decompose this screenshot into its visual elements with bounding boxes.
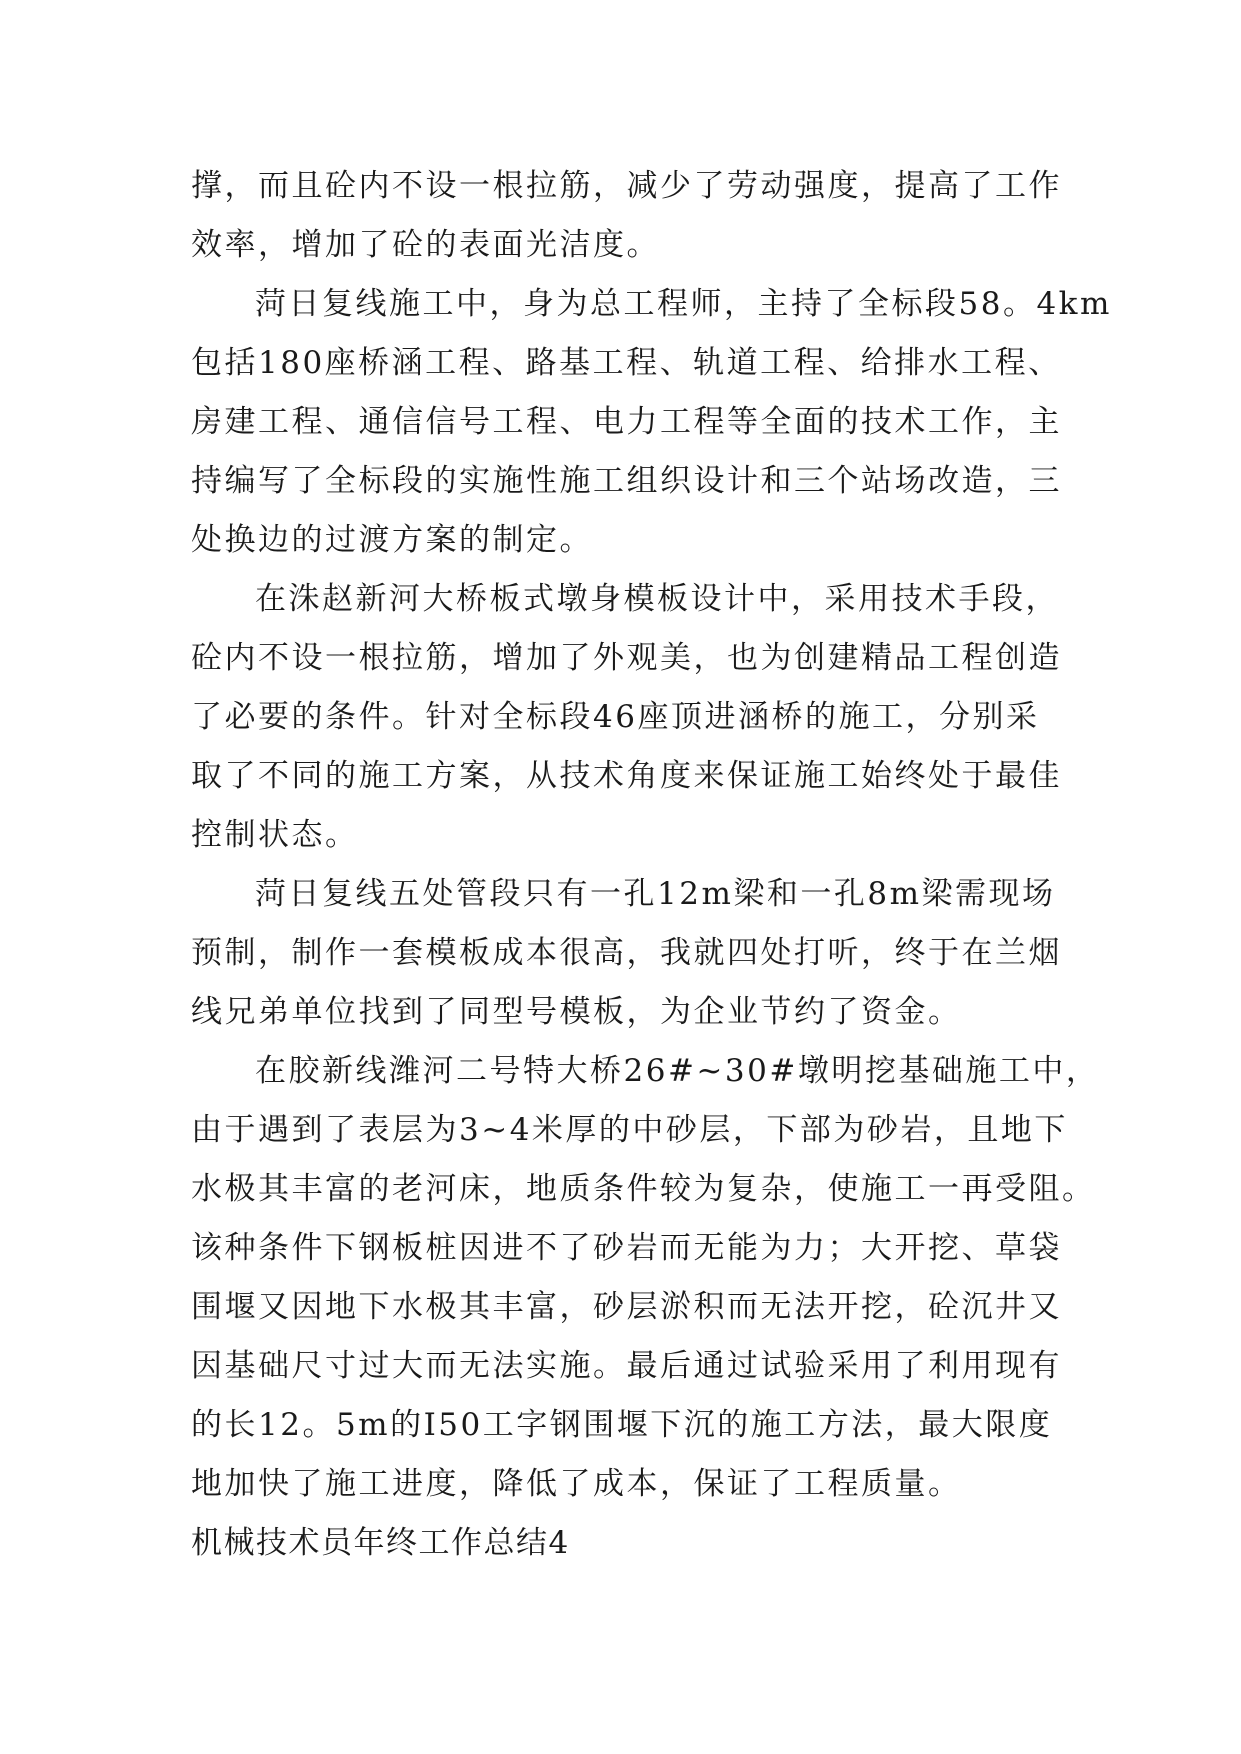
text-line: 取了不同的施工方案，从技术角度来保证施工始终处于最佳 (191, 758, 1062, 794)
text-line: 砼内不设一根拉筋，增加了外观美，也为创建精品工程创造 (191, 640, 1062, 676)
text-line: 预制，制作一套模板成本很高，我就四处打听，终于在兰烟 (191, 935, 1062, 971)
text-line: 处换边的过渡方案的制定。 (191, 522, 593, 558)
text-line: 的长12。5m的I50工字钢围堰下沉的施工方法，最大限度 (191, 1407, 1053, 1443)
body-text (191, 157, 1112, 1573)
text-line: 线兄弟单位找到了同型号模板，为企业节约了资金。 (191, 994, 962, 1030)
text-line: 地加快了施工进度，降低了成本，保证了工程质量。 (191, 1466, 962, 1502)
text-line: 控制状态。 (191, 817, 359, 853)
text-line: 水极其丰富的老河床，地质条件较为复杂，使施工一再受阻。 (191, 1171, 1096, 1207)
text-line: 由于遇到了表层为3~4米厚的中砂层，下部为砂岩，且地下 (191, 1112, 1068, 1148)
paragraph-start-line: 菏日复线施工中，身为总工程师，主持了全标段58。4km (255, 286, 1112, 322)
text-line: 围堰又因地下水极其丰富，砂层淤积而无法开挖，砼沉井又 (191, 1289, 1062, 1325)
text-line: 持编写了全标段的实施性施工组织设计和三个站场改造，三 (191, 463, 1062, 499)
text-line: 包括180座桥涵工程、路基工程、轨道工程、给排水工程、 (191, 345, 1062, 381)
text-line: 了必要的条件。针对全标段46座顶进涵桥的施工，分别采 (191, 699, 1040, 735)
paragraph-start-line: 菏日复线五处管段只有一孔12m梁和一孔8m梁需现场 (255, 876, 1056, 912)
paragraph-start-line: 在洙赵新河大桥板式墩身模板设计中，采用技术手段， (255, 581, 1059, 617)
text-line: 撑，而且砼内不设一根拉筋，减少了劳动强度，提高了工作 (191, 168, 1062, 204)
paragraph-start-line: 在胶新线潍河二号特大桥26#~30#墩明挖基础施工中， (255, 1053, 1100, 1089)
section-heading: 机械技术员年终工作总结4 (191, 1525, 570, 1561)
text-line: 房建工程、通信信号工程、电力工程等全面的技术工作，主 (191, 404, 1062, 440)
text-line: 效率，增加了砼的表面光洁度。 (191, 227, 660, 263)
text-line: 因基础尺寸过大而无法实施。最后通过试验采用了利用现有 (191, 1348, 1062, 1384)
text-line: 该种条件下钢板桩因进不了砂岩而无能为力；大开挖、草袋 (191, 1230, 1062, 1266)
